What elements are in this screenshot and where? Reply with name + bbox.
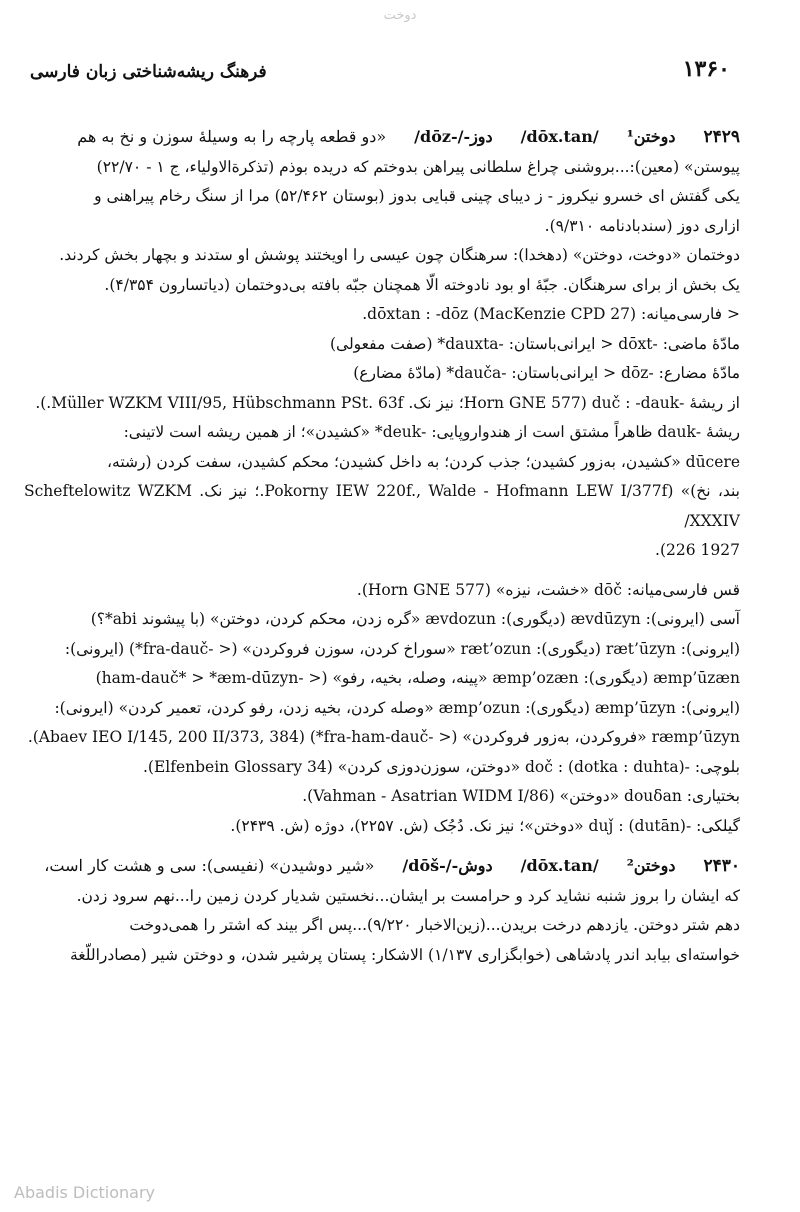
watermark-bottom: Abadis Dictionary — [14, 1183, 155, 1202]
entry-number: ۲۴۲۹ — [703, 127, 740, 147]
entry-stem: دوش-/-dōš/ — [402, 856, 493, 875]
text-line: ریشهٔ -dauk ظاهراً مشتق است از هندواروپایی: -deuk* «کشیدن»؛ از همین ریشه است لاتینی: — [123, 423, 740, 441]
text-line: دهم شتر دوختن. یازدهم درخت بریدن...(زین‌الاخبار ۹/۲۲۰)...پس اگر بیند که اشتر را همی‌دوخت — [129, 916, 740, 934]
text-line: مادّهٔ مضارع: -dōz < ایرانی‌باستان: -dauča* (مادّهٔ مضارع) — [353, 364, 740, 382]
text-line: < فارسی‌میانه: dōxtan : -dōz (MacKenzie CPD 27). — [362, 305, 740, 323]
entry-heading — [24, 122, 740, 153]
text-line: پیوستن» (معین):...بروشنی چراغ سلطانی پیراهن بدوختم که دریده بوذم (تذکرة‌الاولیاء، ج ۱ - ۲۲/۷۰) — [96, 157, 740, 176]
text-line: بند، نخ)» (Pokorny IEW 220f., Walde - Hofmann LEW I/377f.؛ نیز نک. Scheftelowitz WZKM XXXIV/ — [24, 482, 740, 530]
cognate-line: (ایرونی): ræt’ūzyn (دیگوری): ræt’ozun «سوراخ کردن، سوزن فروکردن» (< -fra-dauč*) (ایرونی): — [64, 639, 740, 658]
book-title: فرهنگ ریشه‌شناختی زبان فارسی — [30, 62, 267, 82]
watermark-top: دوخت — [383, 8, 417, 23]
entry-heading — [24, 851, 740, 882]
text-line: مادّهٔ ماضی: -dōxt < ایرانی‌باستان: -dauxta* (صفت مفعولی) — [329, 334, 740, 353]
page-number: ۱۳۶۰ — [682, 56, 730, 82]
entry-headword: دوختن² — [626, 856, 676, 875]
entry-stem: دوز-/-dōz/ — [414, 127, 493, 146]
text-line: که ایشان را بروز شنبه نشاید کرد و حرامست بر ایشان...نخستین شدیار کردن زمین را...نهم سرود زدن. — [76, 886, 740, 905]
text-line: 1927 226). — [655, 541, 740, 559]
cognate-line: (ایرونی): æmp’ūzyn (دیگوری): æmp’ozun «وصله کردن، بخیه زدن، رفو کردن، تعمیر کردن» (ایرونی): — [54, 698, 740, 717]
entry-transcription: /dōx.tan/ — [520, 856, 599, 875]
entry-definition: «دو قطعه پارچه را به وسیلهٔ سوزن و نخ به هم — [77, 127, 387, 146]
entry-transcription: /dōx.tan/ — [520, 127, 599, 146]
text-line: از ریشهٔ -duč : -dauk (Horn GNE 577؛ نیز نک. Müller WZKM VIII/95, Hübschmann PSt. 63f.). — [35, 393, 740, 412]
page-content — [24, 122, 740, 970]
text-line: ازاری دوز (سندبادنامه ۹/۳۱۰). — [544, 216, 740, 235]
cognate-line: گیلکی: -duǰ : (dutān) «دوختن»؛ نیز نک. دُجُک (ش. ۲۲۵۷)، دوژه (ش. ۲۴۳۹). — [230, 816, 740, 835]
cognate-line: بلوچی: -doč : (dotka : duhta) «دوختن، سوزن‌دوزی کردن» (Elfenbein Glossary 34). — [142, 757, 740, 776]
entry-number: ۲۴۳۰ — [703, 856, 740, 876]
cognate-line: آسی (ایرونی): ævdūzyn (دیگوری): ævdozun «گره زدن، محکم کردن، دوختن» (با پیشوند abi*؟) — [90, 610, 740, 628]
cognate-line: æmp’ūzæn (دیگوری): æmp’ozæn «پینه، وصله، بخیه، رفو» (< -ham-dauč* > *æm-dūzyn) — [95, 669, 740, 687]
cognate-line: بختیاری: douδan «دوختن» (Vahman - Asatrian WIDM I/86). — [302, 787, 740, 805]
text-line: dūcere «کشیدن، به‌زور کشیدن؛ جذب کردن؛ به داخل کشیدن؛ محکم کشیدن، سفت کردن (رشته، — [107, 452, 740, 471]
entry-definition: «شیر دوشیدن» (نفیسی): سی و هشت کار است، — [44, 856, 375, 875]
text-line: یک بخش از برای سرهنگان. جبّهٔ او بود نادوخته الّا همچنان جبّه بافته بی‌دوختمان (دیاتسارون ۴/۳۵۴). — [104, 275, 740, 294]
page-header — [30, 56, 730, 92]
text-line: دوختمان «دوخت، دوختن» (دهخدا): سرهنگان چون عیسی را اویختند پوشش او ستدند و بچهار بخش کردند. — [59, 246, 740, 264]
entry-headword: دوختن¹ — [626, 127, 676, 146]
text-line: خواسته‌ای بیابد اندر پادشاهی (خوابگزاری ۱/۱۳۷) الاشکار: پستان پرشیر شدن، و دوختن شیر (مصادراللّغة — [69, 945, 740, 964]
cognate-line: قس فارسی‌میانه: dōč «خشت، نیزه» (Horn GNE 577). — [356, 580, 740, 599]
cognate-line: ræmp’ūzyn «فروکردن، به‌زور فروکردن» (< -fra-ham-dauč*) (Abaev IEO I/145, 200 II/373, 384). — [27, 728, 740, 746]
text-line: یکی گفتش ای خسرو نیکروز - ز دیبای چینی قبایی بدوز (بوستان ۵۲/۴۶۲) مرا از سنگ رخام پیراهنی و — [94, 187, 740, 205]
